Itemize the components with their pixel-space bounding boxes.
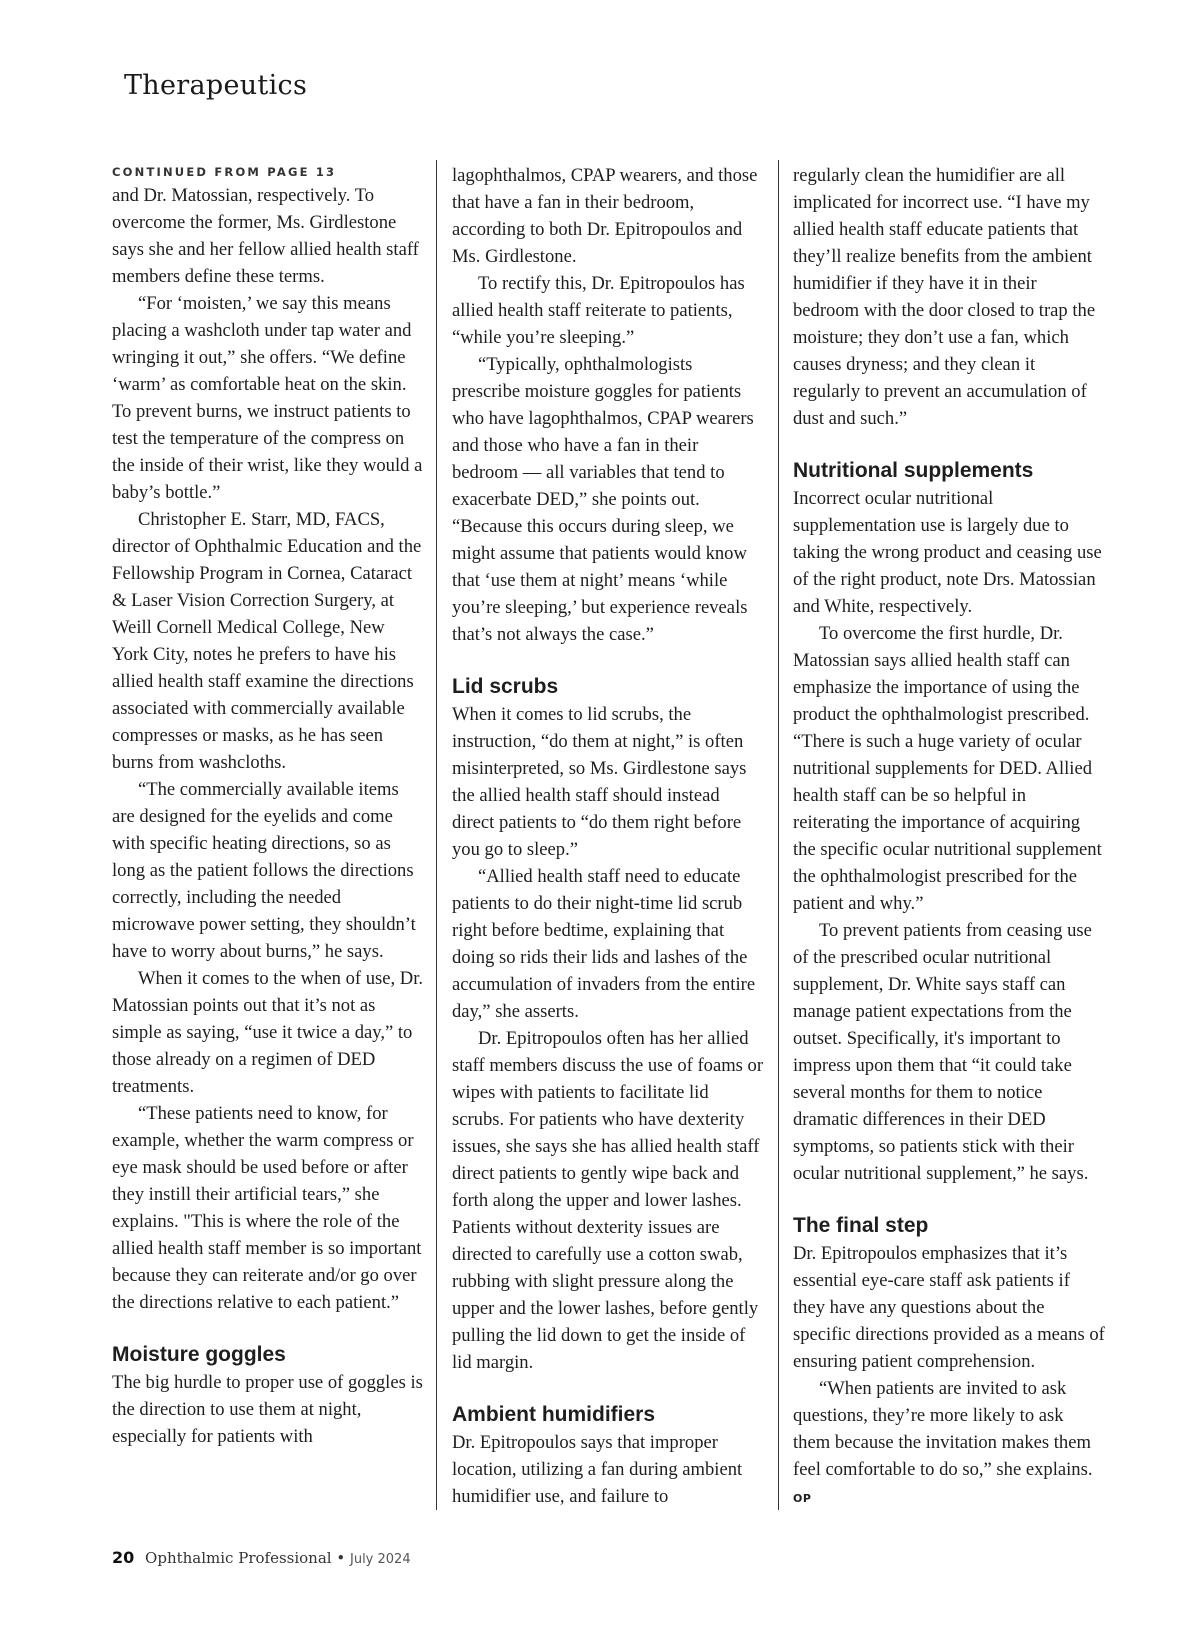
paragraph: “The commercially available items are designed for the eyelids and come with specific heating directions, so as long as the patient follows the directions correctly, including the needed microwave power setting, they shouldn’t have to worry about burns,” he says. xyxy=(112,779,416,962)
paragraph: To prevent patients from ceasing use of the prescribed ocular nutritional supplement, Dr. White says staff can manage patient expectations from the outset. Specifically, it's important to impress upon them that “it could take several months for them to notice dramatic differences in their DED symptoms, so patients stick with their ocular nutritional supplement,” he says. xyxy=(793,920,1092,1184)
footer-separator: • xyxy=(336,1549,346,1567)
article-column-2 xyxy=(452,162,764,1510)
article-column-3 xyxy=(793,162,1105,1512)
paragraph: When it comes to lid scrubs, the instruction, “do them at night,” is often misinterpreted, so Ms. Girdlestone says the allied health staff should instead direct patients to “do them right before you go to sleep.” xyxy=(452,704,747,860)
subheading-nutritional-supplements: Nutritional supplements xyxy=(793,459,1034,482)
paragraph: Christopher E. Starr, MD, FACS, director of Ophthalmic Education and the Fellowship Program in Cornea, Cataract & Laser Vision Correction Surgery, at Weill Cornell Medical College, New York City, notes he prefers to have his allied health staff examine the directions associated with commercially available compresses or masks, as he has seen burns from washcloths. xyxy=(112,509,422,773)
subheading-moisture-goggles: Moisture goggles xyxy=(112,1343,286,1366)
article-column-1 xyxy=(112,162,424,1450)
paragraph: Dr. Epitropoulos emphasizes that it’s essential eye-care staff ask patients if they have any questions about the specific directions provided as a means of ensuring patient comprehension. xyxy=(793,1243,1105,1372)
page-number: 20 xyxy=(112,1548,135,1567)
paragraph: lagophthalmos, CPAP wearers, and those that have a fan in their bedroom, according to both Dr. Epitropoulos and Ms. Girdlestone. xyxy=(452,165,758,267)
paragraph: Dr. Epitropoulos says that improper location, utilizing a fan during ambient humidifier use, and failure to xyxy=(452,1432,743,1507)
end-mark: OP xyxy=(793,1492,812,1505)
paragraph-final xyxy=(793,1375,1105,1512)
paragraph: Incorrect ocular nutritional supplementation use is largely due to taking the wrong product and ceasing use of the right product, note Drs. Matossian and White, respectively. xyxy=(793,488,1102,617)
section-title: Therapeutics xyxy=(124,70,308,101)
subheading-lid-scrubs: Lid scrubs xyxy=(452,675,559,698)
publication-name: Ophthalmic Professional xyxy=(145,1549,332,1567)
paragraph: “Allied health staff need to educate patients to do their night-time lid scrub right before bedtime, explaining that doing so rids their lids and lashes of the accumulation of invaders from the entire day,” she asserts. xyxy=(452,866,756,1022)
paragraph: “Typically, ophthalmologists prescribe moisture goggles for patients who have lagophthalmos, CPAP wearers and those who have a fan in their bedroom — all variables that tend to exacerbate DED,” she points out. “Because this occurs during sleep, we might assume that patients would know that ‘use them at night’ means ‘while you’re sleeping,’ but experience reveals that’s not always the case.” xyxy=(452,354,754,645)
paragraph: “These patients need to know, for example, whether the warm compress or eye mask should be used before or after they instill their artificial tears,” she explains. "This is where the role of the allied health staff member is so important because they can reiterate and/or go over the directions relative to each patient.” xyxy=(112,1103,422,1313)
paragraph: To rectify this, Dr. Epitropoulos has allied health staff reiterate to patients, “while you’re sleeping.” xyxy=(452,273,745,348)
paragraph: The big hurdle to proper use of goggles is the direction to use them at night, especially for patients with xyxy=(112,1372,423,1447)
issue-date: July 2024 xyxy=(350,1552,411,1567)
column-rule xyxy=(778,160,779,1510)
paragraph: Dr. Epitropoulos often has her allied staff members discuss the use of foams or wipes with patients to facilitate lid scrubs. For patients who have dexterity issues, she says she has allied health staff direct patients to gently wipe back and forth along the upper and lower lashes. Patients without dexterity issues are directed to carefully use a cotton swab, rubbing with slight pressure along the upper and the lower lashes, before gently pulling the lid down to get the inside of lid margin. xyxy=(452,1028,764,1373)
paragraph: To overcome the first hurdle, Dr. Matossian says allied health staff can emphasize the importance of using the product the ophthalmologist prescribed. “There is such a huge variety of ocular nutritional supplements for DED. Allied health staff can be so helpful in reiterating the importance of acquiring the specific ocular nutritional supplement the ophthalmologist prescribed for the patient and why.” xyxy=(793,623,1102,914)
paragraph: “For ‘moisten,’ we say this means placing a washcloth under tap water and wringing it out,” she offers. “We define ‘warm’ as comfortable heat on the skin. To prevent burns, we instruct patients to test the temperature of the compress on the inside of their wrist, like they would a baby’s bottle.” xyxy=(112,293,423,503)
subheading-ambient-humidifiers: Ambient humidifiers xyxy=(452,1403,656,1426)
subheading-final-step: The final step xyxy=(793,1214,929,1237)
paragraph: When it comes to the when of use, Dr. Matossian points out that it’s not as simple as saying, “use it twice a day,” to those already on a regimen of DED treatments. xyxy=(112,968,424,1097)
paragraph-text: “When patients are invited to ask questions, they’re more likely to ask them because the invitation makes them feel comfortable to do so,” she explains. xyxy=(793,1378,1093,1480)
paragraph: regularly clean the humidifier are all implicated for incorrect use. “I have my allied health staff educate patients that they’ll realize benefits from the ambient humidifier if they have it in their bedroom with the door closed to trap the moisture; they don’t use a fan, which causes dryness; and they clean it regularly to prevent an accumulation of dust and such.” xyxy=(793,165,1096,429)
paragraph: and Dr. Matossian, respectively. To overcome the former, Ms. Girdlestone says she and her fellow allied health staff members define these terms. xyxy=(112,185,419,287)
column-rule xyxy=(436,160,437,1510)
continued-from-label: CONTINUED FROM PAGE 13 xyxy=(112,165,337,179)
page-footer xyxy=(112,1548,411,1567)
